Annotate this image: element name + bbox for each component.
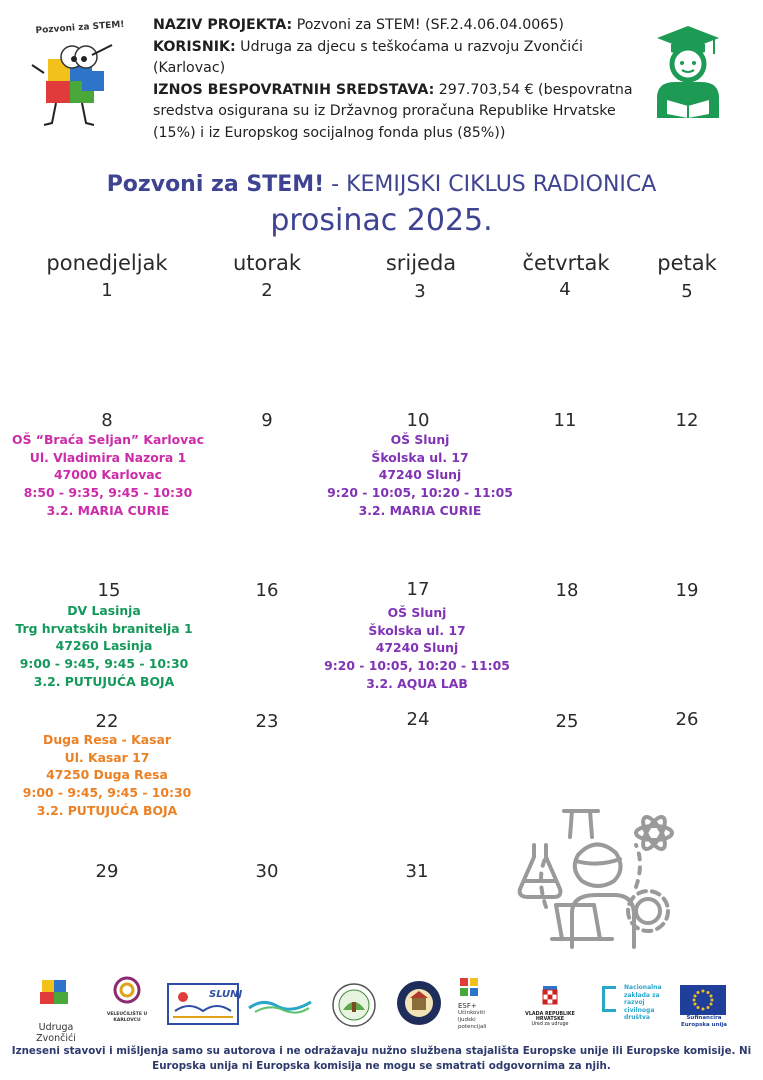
- month-title: prosinac 2025.: [270, 203, 493, 238]
- school-seal-logo: [396, 980, 442, 1026]
- event-time: 9:00 - 9:45, 9:45 - 10:30: [22, 785, 192, 801]
- day-number: 31: [405, 861, 429, 882]
- grant-amount-line: [153, 80, 653, 145]
- day-number: 8: [101, 410, 113, 431]
- event-workshop: 3.2. PUTUJUĆA BOJA: [33, 673, 175, 689]
- event-school: OŠ “Braća Seljan” Karlovac: [12, 432, 204, 447]
- day-number: 5: [681, 281, 693, 302]
- event-address: Školska ul. 17: [371, 449, 469, 465]
- zaklada-logo: [602, 984, 672, 1030]
- event-day-15: [0, 602, 219, 691]
- event-city: 47240 Slunj: [378, 467, 462, 483]
- day-number: 17: [406, 579, 430, 600]
- day-number: 22: [95, 711, 119, 732]
- slunj-logo-text: SLUNJ: [209, 989, 243, 1000]
- seal-icon: [331, 982, 377, 1028]
- veleuciliste-logo: [103, 974, 151, 1032]
- kindergarten-seal-logo: [331, 982, 377, 1028]
- day-number: 19: [675, 580, 699, 601]
- bracket-icon: [602, 986, 616, 1012]
- esf-icon: [458, 976, 480, 998]
- event-address: Ul. Vladimira Nazora 1: [29, 449, 187, 465]
- weekday-thursday: četvrtak: [522, 251, 610, 275]
- day-number: 24: [406, 709, 430, 730]
- event-workshop: 3.2. MARIA CURIE: [46, 502, 170, 518]
- weekday-monday: ponedjeljak: [46, 251, 168, 275]
- project-name-value: Pozvoni za STEM! (SF.2.4.06.04.0065): [292, 17, 564, 33]
- beneficiary-line: [153, 37, 653, 80]
- weekday-wednesday: srijeda: [385, 251, 457, 275]
- day-number: 4: [559, 279, 571, 300]
- coat-of-arms-icon: [512, 984, 588, 1008]
- day-number: 30: [255, 861, 279, 882]
- day-number: 23: [255, 711, 279, 732]
- event-school: OŠ Slunj: [387, 605, 447, 620]
- beneficiary-value: Udruga za djecu s teškoćama u razvoju Zvončići (Karlovac): [153, 38, 583, 77]
- grant-amount-value: 297.703,54 € (bespovratna sredstva osigurana su iz Državnog proračuna Republike Hrvatske (15%) i iz Europskog socijalnog fonda plus (85%)): [153, 81, 633, 141]
- esf-logo-text: ESF+: [458, 1002, 477, 1010]
- event-city: 47000 Karlovac: [53, 467, 163, 483]
- eu-flag-icon: [680, 985, 726, 1015]
- event-city: 47240 Slunj: [375, 640, 459, 656]
- event-workshop: 3.2. MARIA CURIE: [358, 502, 482, 518]
- event-time: 8:50 - 9:35, 9:45 - 10:30: [23, 485, 193, 501]
- event-workshop: 3.2. PUTUJUĆA BOJA: [36, 802, 178, 818]
- slunj-logo: [167, 983, 243, 1025]
- page-title: [0, 172, 763, 197]
- event-city: 47250 Duga Resa: [46, 767, 168, 783]
- day-number: 16: [255, 580, 279, 601]
- event-day-22: [0, 731, 222, 820]
- event-address: Ul. Kasar 17: [64, 749, 150, 765]
- day-number: 12: [675, 410, 699, 431]
- weekday-friday: petak: [657, 251, 717, 275]
- day-number: 3: [414, 281, 426, 302]
- event-workshop: 3.2. AQUA LAB: [366, 675, 468, 691]
- grant-amount-label: IZNOS BESPOVRATNIH SREDSTAVA:: [153, 81, 435, 98]
- event-school: OŠ Slunj: [390, 432, 450, 447]
- title-bold: Pozvoni za STEM!: [106, 172, 325, 197]
- event-day-10: [305, 431, 535, 520]
- project-info: [153, 15, 653, 145]
- event-address: Školska ul. 17: [368, 622, 466, 638]
- event-time: 9:20 - 10:05, 10:20 - 11:05: [327, 485, 513, 501]
- scientist-illustration-icon: [516, 797, 680, 951]
- project-name-label: NAZIV PROJEKTA:: [153, 17, 293, 33]
- day-number: 2: [261, 280, 273, 301]
- emblem-icon: [103, 974, 151, 1008]
- zaklada-logo-text: Nacionalna zaklada za razvoj civilnoga društva: [624, 984, 662, 1021]
- title-rest: - KEMIJSKI CIKLUS RADIONICA: [324, 172, 657, 197]
- eu-logo: [680, 985, 730, 1033]
- zvoncici-logo-text: Udruga Zvončići: [36, 1022, 76, 1044]
- veleuciliste-logo-text: VELEUČILIŠTE U KARLOVCU: [106, 1012, 148, 1023]
- day-number: 18: [555, 580, 579, 601]
- weekday-tuesday: utorak: [232, 251, 302, 275]
- day-number: 25: [555, 711, 579, 732]
- puzzle-icon: [20, 976, 92, 1014]
- wave-icon: [247, 992, 313, 1016]
- event-time: 9:00 - 9:45, 9:45 - 10:30: [19, 656, 189, 672]
- day-number: 9: [261, 410, 273, 431]
- event-time: 9:20 - 10:05, 10:20 - 11:05: [324, 658, 510, 674]
- event-school: Duga Resa - Kasar: [43, 732, 171, 747]
- vlada-logo-text: VLADA REPUBLIKE HRVATSKE: [525, 1012, 575, 1022]
- event-address: Trg hrvatskih branitelja 1: [15, 620, 193, 636]
- event-city: 47260 Lasinja: [55, 638, 153, 654]
- wave-logo: [247, 992, 313, 1016]
- student-icon: [655, 24, 721, 118]
- project-logo: [24, 15, 134, 135]
- day-number: 29: [95, 861, 119, 882]
- eu-logo-text: Sufinancira Europska unija: [681, 1015, 727, 1028]
- esf-logo-subtext: Učinkoviti ljudski potencijali: [458, 1010, 487, 1030]
- vlada-logo-subtext: Ured za udruge: [531, 1022, 569, 1027]
- vlada-logo: [512, 984, 588, 1027]
- zvoncici-logo: [20, 976, 92, 1044]
- day-number: 10: [406, 410, 430, 431]
- project-name-line: [153, 15, 653, 37]
- seal-icon: [396, 980, 442, 1026]
- event-day-17: [302, 604, 532, 693]
- esf-logo: [458, 976, 506, 1032]
- beneficiary-label: KORISNIK:: [153, 38, 236, 55]
- project-logo-text: Pozvoni za STEM!: [35, 19, 125, 37]
- event-day-8: [0, 431, 223, 520]
- day-number: 11: [553, 410, 577, 431]
- day-number: 15: [97, 580, 121, 601]
- day-number: 26: [675, 709, 699, 730]
- event-school: DV Lasinja: [67, 603, 141, 618]
- disclaimer: Izneseni stavovi i mišljenja samo su autorova i ne odražavaju nužno službena stajališta Europske unije ili Europske komisije. Ni Europska unija ni Europska komisija ne mogu se smatrati odgovornima za njih.: [11, 1045, 752, 1072]
- day-number: 1: [101, 280, 113, 301]
